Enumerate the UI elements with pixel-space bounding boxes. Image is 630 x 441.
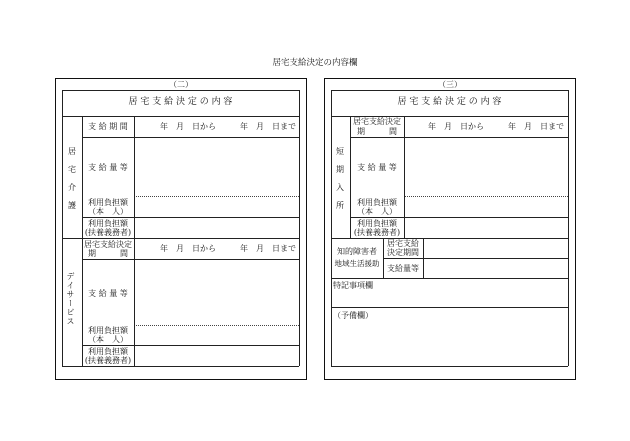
short-period-value: 年 月 日から 年 月 日まで [428,122,564,131]
short-supporter-label: (扶養義務者) [353,228,401,237]
short-stay-char: 短 [336,147,344,156]
day-burden-label: 利用負担額 [88,326,128,335]
kyotaku-char: 宅 [68,165,76,174]
short-stay-char: 所 [336,201,344,210]
right-header: 居 宅 支 給 決 定 の 内 容 [397,97,502,107]
kaigo-amount-label: 支 給 量 等 [88,163,128,172]
kaigo-burden-label: 利用負担額 [88,198,128,207]
day-service-label: デイサービス [66,272,75,326]
day-decision-label: 期 間 [88,249,128,258]
short-burden-label: 利用負担額 [357,198,397,207]
short-stay-char: 入 [336,183,344,192]
short-stay-char: 期 [336,165,344,174]
kaigo-period-label: 支 給 期 間 [88,122,128,131]
short-burden-label: （本 人） [357,207,397,216]
disability-label: 地域生活援助 [334,259,380,268]
page-title: 居宅支給決定の内容欄 [272,58,358,68]
short-amount-label: 支 給 量 等 [357,163,397,172]
left-header: 居 宅 支 給 決 定 の 内 容 [128,97,233,107]
kaigo-burden-label: （本 人） [88,207,128,216]
kyotaku-char: 護 [68,201,76,210]
disability-label: 知的障害者 [337,247,377,256]
kyotaku-char: 居 [68,147,76,156]
day-amount-label: 支 給 量 等 [88,289,128,298]
day-decision-label: 居宅支給決定 [84,240,132,249]
left-panel-number: （二） [169,80,193,89]
reserve-label: （予備欄） [333,311,373,320]
special-notes-label: 特記事項欄 [333,281,373,290]
day-supporter-label: 利用負担額 [88,347,128,356]
disability-amount-label: 支給量等 [387,264,419,273]
short-decision-label: 期 間 [357,127,397,136]
disability-decision-label: 居宅支給 [387,239,419,248]
day-burden-label: （本 人） [88,335,128,344]
kyotaku-char: 介 [68,183,76,192]
kaigo-period-value: 年 月 日から 年 月 日まで [160,122,296,131]
day-supporter-label: (扶養義務者) [84,356,132,365]
disability-decision-label: 決定期間 [387,248,419,257]
short-supporter-label: 利用負担額 [357,219,397,228]
right-panel-number: （三） [438,80,462,89]
short-decision-label: 居宅支給決定 [353,117,401,126]
kaigo-supporter-label: 利用負担額 [88,219,128,228]
kaigo-supporter-label: (扶養義務者) [84,228,132,237]
day-period-value: 年 月 日から 年 月 日まで [160,244,296,253]
